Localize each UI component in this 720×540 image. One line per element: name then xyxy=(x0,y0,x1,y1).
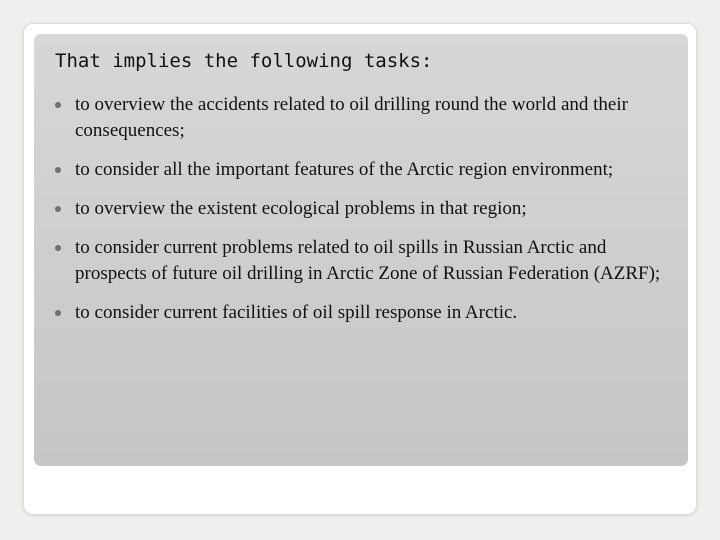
bullet-dot-icon xyxy=(55,102,61,108)
content-panel xyxy=(34,34,688,466)
bullet-item xyxy=(52,300,680,326)
bullet-dot-icon xyxy=(55,167,61,173)
bullet-item xyxy=(52,235,680,287)
bullet-dot-icon xyxy=(55,310,61,316)
bullet-item xyxy=(52,196,680,222)
bullet-list xyxy=(52,92,680,339)
bullet-item xyxy=(52,157,680,183)
bullet-text: to consider current problems related to oil spills in Russian Arctic and prospects of future oil drilling in Arctic Zone of Russian Federation (AZRF); xyxy=(75,237,661,284)
bullet-text: to overview the accidents related to oil drilling round the world and their consequences; xyxy=(75,94,628,141)
bullet-text: to consider all the important features of the Arctic region environment; xyxy=(75,159,614,180)
bullet-dot-icon xyxy=(55,245,61,251)
bullet-dot-icon xyxy=(55,206,61,212)
slide-frame xyxy=(23,23,697,515)
bullet-text: to overview the existent ecological problems in that region; xyxy=(75,198,527,219)
slide-title: That implies the following tasks: xyxy=(55,50,433,72)
bullet-item xyxy=(52,92,680,144)
bullet-text: to consider current facilities of oil spill response in Arctic. xyxy=(75,302,518,323)
